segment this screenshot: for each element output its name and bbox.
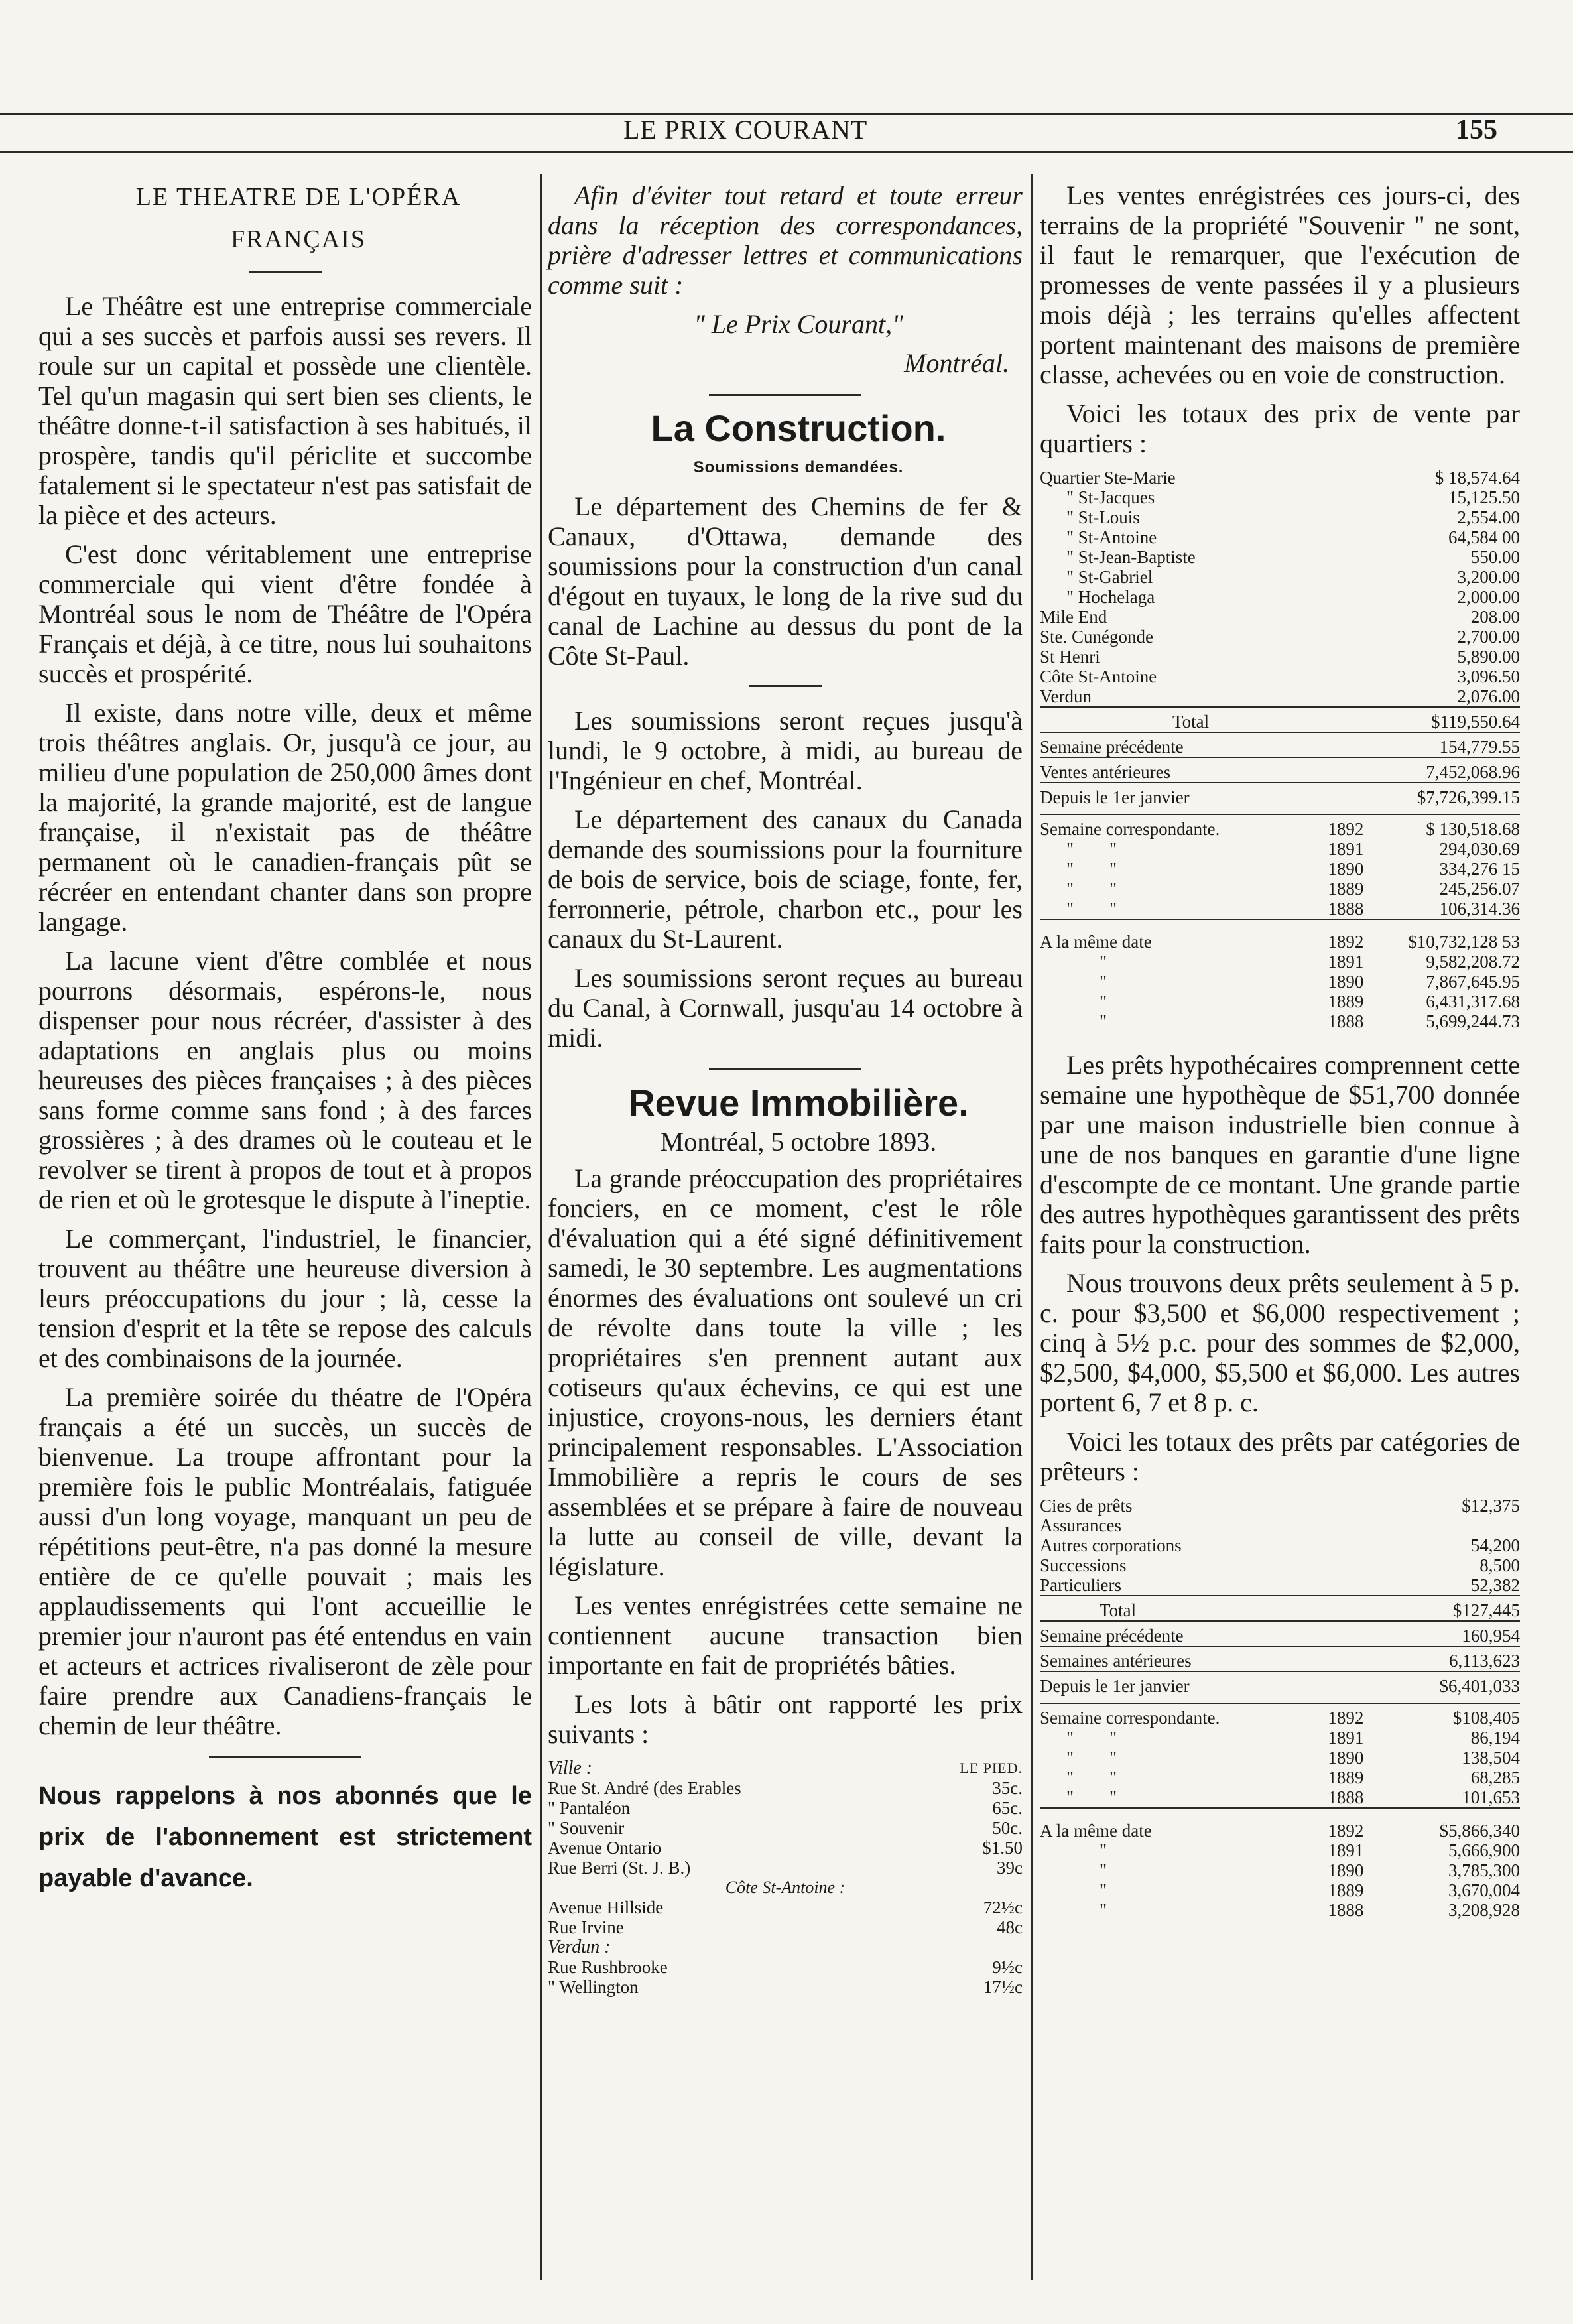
ventes-corresp-label: Semaine correspondante. [1040, 814, 1328, 839]
lots-row-label: Rue Irvine [548, 1917, 624, 1937]
prets-semaine-prec-value: 160,954 [1353, 1621, 1520, 1646]
quartier-label: " St-Antoine [1066, 527, 1157, 547]
lots-row-label: Avenue Hillside [548, 1898, 664, 1917]
section-rule [709, 1068, 861, 1070]
meme-date-value: $10,732,128 53 [1375, 919, 1520, 952]
category-label: Autres corporations [1040, 1535, 1182, 1555]
corresp-year: 1890 [1328, 859, 1364, 879]
lots-row-price: $1.50 [982, 1838, 1023, 1858]
ventes-meme-date-label: A la même date [1040, 919, 1328, 952]
category-value: 8,500 [1479, 1555, 1520, 1575]
prets-total-label: Total [1040, 1596, 1353, 1621]
meme-date-value: 3,670,004 [1448, 1880, 1520, 1900]
ventes-corresp-table: Semaine correspondante. 1892 $ 130,518.68 " " 1891 294,030.69 " " 1890 334,276 15 " " 1889 245,256.07 " " 1888 106,314.36 A la même date 1892 $10,732,128 53 " 1891 9,582,208.72 " 1890 7,867,645.95 " 1889 6,431,317.68 " 1888 5,699,244.73 [1040, 814, 1520, 1031]
corresp-year: 1891 [1328, 839, 1364, 859]
meme-date-year: 1889 [1328, 1880, 1364, 1900]
quartier-label: " St-Gabriel [1066, 567, 1153, 587]
category-value [1353, 1516, 1520, 1535]
title-rule [249, 271, 322, 273]
quartier-label: St Henri [1040, 647, 1100, 667]
quartier-value: 3,096.50 [1457, 667, 1520, 686]
ventes-semaine-prec-label: Semaine précédente [1040, 732, 1338, 757]
ventes-semaine-prec-value: 154,779.55 [1338, 732, 1520, 757]
corresp-value: $108,405 [1387, 1703, 1521, 1728]
construction-paragraph: Le département des canaux du Canada demande des soumissions pour la fourniture de bois de service, bois de sciage, fonte, fer, ferronnerie, pétrole, charbon etc., pour les canaux du St-Laurent. [548, 805, 1023, 954]
theatre-title-line2: FRANÇAIS [231, 226, 366, 253]
lots-group-ville: Ville : [548, 1758, 593, 1778]
quartier-value: 2,700.00 [1457, 627, 1520, 647]
corresp-value: 334,276 15 [1439, 859, 1520, 879]
corresp-value: 86,194 [1470, 1728, 1520, 1748]
meme-date-year: 1891 [1328, 1840, 1364, 1860]
category-label: Cies de prêts [1040, 1496, 1133, 1516]
corresp-value: $ 130,518.68 [1375, 814, 1520, 839]
column-2 [548, 180, 1023, 1997]
ventes-anterieures-label: Ventes antérieures [1040, 757, 1338, 783]
quartier-label: Ste. Cunégonde [1040, 627, 1153, 647]
meme-date-value: 5,666,900 [1448, 1840, 1520, 1860]
corresp-value: 138,504 [1462, 1748, 1520, 1768]
corresp-value: 101,653 [1462, 1787, 1520, 1807]
revue-paragraph: La grande préoccupation des propriétaires fonciers, en ce moment, c'est le rôle d'évaluation qui a été signé définitivement samedi, le 30 septembre. Les augmentations énormes des évaluations ont soulevé un cri de révolte dans toute la ville ; les propriétaires s'en prennent autant aux cotiseurs qu'aux échevins, ce qui est une injustice, croyons-nous, les derniers étant principalement responsables. L'Association Immobilière a repris le cours de ses assemblées et se prépare à faire de nouveau la lutte au conseil de ville, devant la législature. [548, 1163, 1023, 1581]
lots-row-label: Avenue Ontario [548, 1838, 662, 1858]
corresp-year: 1889 [1328, 879, 1364, 899]
theatre-paragraph: Le commerçant, l'industriel, le financier, trouvent au théâtre une heureuse diversion à leurs préoccupations du jour ; là, cesse la tension d'esprit et la tête se repose des calculs et des combinaisons de la journée. [38, 1224, 532, 1373]
construction-subtitle: Soumissions demandées. [693, 458, 904, 476]
meme-date-value: 6,431,317.68 [1426, 992, 1520, 1011]
lots-row-price: 39c [997, 1858, 1023, 1878]
quartier-value: 550.00 [1470, 547, 1520, 567]
quartier-value: 2,076.00 [1457, 686, 1520, 706]
meme-date-value: $5,866,340 [1387, 1808, 1521, 1840]
lots-group-verdun: Verdun : [548, 1937, 611, 1957]
page-number: 155 [1456, 115, 1497, 145]
prets-corresp-table: Semaine correspondante. 1892 $108,405 " " 1891 86,194 " " 1890 138,504 " " 1889 68,285 " " 1888 101,653 A la même date 1892 $5,866,340 " 1891 5,666,900 " 1890 3,785,300 " 1889 3,670,004 " 1888 3,208,928 [1040, 1703, 1520, 1920]
prets-depuis-label: Depuis le 1er janvier [1040, 1671, 1353, 1696]
meme-date-year: 1891 [1328, 952, 1364, 972]
lots-row-label: " Pantaléon [548, 1798, 631, 1818]
column-rule-left [540, 174, 542, 2280]
corresp-value: 68,285 [1470, 1768, 1520, 1787]
theatre-paragraph: La première soirée du théatre de l'Opéra français a été un succès, un succès de bienvenue. La troupe affrontant pour la première fois le public Montréalais, fatiguée aussi d'un long voyage, manquant un peu de répétitions peut-être, n'a pas donné la mesure entière de ce qu'elle pouvait ; mais les applaudissements qui l'ont accueillie le premier jour n'auront pas été entendus en vain et acteurs et actrices rivaliseront de zèle pour faire prendre aux Canadiens-français le chemin de leur théâtre. [38, 1382, 532, 1740]
prets-anterieures-label: Semaines antérieures [1040, 1646, 1353, 1671]
category-value: $12,375 [1462, 1496, 1520, 1516]
theatre-paragraph: C'est donc véritablement une entreprise commerciale qui vient d'être fondée à Montréal sous le nom de Théâtre de l'Opéra Français et déjà, à ce titre, nous lui souhaitons succès et prospérité. [38, 539, 532, 688]
lots-row-label: Rue Berri (St. J. B.) [548, 1858, 691, 1878]
ventes-paragraph: Voici les totaux des prix de vente par quartiers : [1040, 399, 1520, 458]
theatre-title-line1: LE THEATRE DE L'OPÉRA [135, 183, 462, 211]
quartier-value: 5,890.00 [1457, 647, 1520, 667]
prets-categories-table [1040, 1496, 1520, 1696]
subscription-notice: Nous rappelons à nos abonnés que le prix de l'abonnement est strictement payable d'avance. [38, 1782, 532, 1892]
revue-paragraph: Les lots à bâtir ont rapporté les prix suivants : [548, 1689, 1023, 1749]
lots-row-label: Rue Rushbrooke [548, 1957, 668, 1977]
quartier-value: 3,200.00 [1457, 567, 1520, 587]
prets-meme-date-label: A la même date [1040, 1808, 1328, 1840]
corresp-year: 1892 [1328, 814, 1374, 839]
lots-row-price: 72½c [983, 1898, 1023, 1917]
meme-date-value: 9,582,208.72 [1426, 952, 1520, 972]
revue-paragraph: Les ventes enrégistrées cette semaine ne contiennent aucune transaction bien importante en fait de propriétés bâties. [548, 1590, 1023, 1680]
lots-row-label: " Wellington [548, 1977, 639, 1997]
column-3 [1040, 180, 1520, 1920]
meme-date-year: 1890 [1328, 972, 1364, 992]
quartier-label: " St-Jacques [1066, 487, 1155, 507]
quartier-value: 2,554.00 [1457, 507, 1520, 527]
prets-paragraph: Voici les totaux des prêts par catégories de prêteurs : [1040, 1427, 1520, 1486]
quartier-label: Quartier Ste-Marie [1040, 468, 1176, 487]
meme-date-value: 7,867,645.95 [1426, 972, 1520, 992]
ventes-paragraph: Les ventes enrégistrées ces jours-ci, des terrains de la propriété "Souvenir " ne sont, il faut le remarquer, que l'exécution de promesses de vente passées il y a plusieurs mois déjà ; les terrains qu'elles affectent portent maintenant des maisons de première classe, achevées ou en voie de construction. [1040, 180, 1520, 389]
quartier-value: 2,000.00 [1457, 587, 1520, 607]
category-value: 54,200 [1470, 1535, 1520, 1555]
lots-row-price: 48c [997, 1917, 1023, 1937]
revue-title: Revue Immobilière. [628, 1082, 969, 1124]
quartier-value: 64,584 00 [1448, 527, 1520, 547]
quartier-value: 208.00 [1470, 607, 1520, 627]
prets-total-value: $127,445 [1353, 1596, 1520, 1621]
prets-depuis-value: $6,401,033 [1353, 1671, 1520, 1696]
quartier-label: Côte St-Antoine [1040, 667, 1157, 686]
theatre-article [38, 180, 532, 1740]
meme-date-value: 5,699,244.73 [1426, 1011, 1520, 1031]
corresp-year: 1889 [1328, 1768, 1364, 1787]
ventes-depuis-label: Depuis le 1er janvier [1040, 783, 1338, 807]
meme-date-year: 1888 [1328, 1900, 1364, 1920]
theatre-paragraph: Le Théâtre est une entreprise commerciale qui a ses succès et parfois aussi ses revers. Il roule sur un capital et possède une clientèle. Tel qu'un magasin qui sert bien ses clients, le théâtre donne-t-il satisfaction à ses habitués, il prospère, tandis qu'il périclite et succombe fatalement si le spectateur n'est pas satisfait de la pièce et des acteurs. [38, 291, 532, 530]
corresp-year: 1888 [1328, 1787, 1364, 1807]
masthead-rule [0, 151, 1573, 153]
lots-row-label: Rue St. André (des Erables [548, 1778, 741, 1798]
quartier-label: " St-Jean-Baptiste [1066, 547, 1196, 567]
construction-paragraph: Le département des Chemins de fer & Canaux, d'Ottawa, demande des soumissions pour la construction d'un canal d'égout en tuyaux, le long de la rive sud du canal de Lachine au dessus du pont de la Côte St-Paul. [548, 491, 1023, 671]
ventes-quartiers-table [1040, 468, 1520, 807]
journal-city: Montréal. [904, 348, 1009, 378]
corresp-value: 245,256.07 [1439, 879, 1520, 899]
meme-date-value: 3,785,300 [1448, 1860, 1520, 1880]
meme-date-year: 1890 [1328, 1860, 1364, 1880]
construction-title: La Construction. [651, 407, 946, 449]
column-1 [38, 180, 532, 1899]
lots-row-label: " Souvenir [548, 1818, 625, 1838]
quartier-label: Verdun [1040, 686, 1092, 706]
lots-row-price: 17½c [983, 1977, 1023, 1997]
corresp-value: 106,314.36 [1439, 899, 1520, 919]
column-rule-right [1031, 174, 1033, 2280]
ventes-total-value: $119,550.64 [1338, 707, 1520, 732]
lots-unit-header: LE PIED. [960, 1760, 1023, 1776]
category-label: Successions [1040, 1555, 1127, 1575]
quartier-value: 15,125.50 [1448, 487, 1520, 507]
prets-paragraph: Les prêts hypothécaires comprennent cette semaine une hypothèque de $51,700 donnée par une maison industrielle bien connue à une de nos banques en garantie d'une ligne d'escompte de ce montant. Une grande partie des autres hypothèques garantissent des prêts faits pour la construction. [1040, 1050, 1520, 1259]
lots-row-price: 9½c [992, 1957, 1023, 1977]
revue-dateline: Montréal, 5 octobre 1893. [660, 1127, 937, 1157]
category-label: Assurances [1040, 1516, 1121, 1535]
correspondence-notice: Afin d'éviter tout retard et toute erreur dans la réception des correspondances, prière d'adresser lettres et communications comme suit : [548, 180, 1023, 300]
category-label: Particuliers [1040, 1575, 1121, 1595]
section-rule [209, 1756, 361, 1758]
running-title: LE PRIX COURANT [623, 115, 868, 145]
paragraph-rule [749, 685, 822, 687]
construction-paragraph: Les soumissions seront reçues au bureau du Canal, à Cornwall, jusqu'au 14 octobre à midi. [548, 963, 1023, 1053]
lots-row-price: 65c. [992, 1798, 1023, 1818]
ventes-total-label: Total [1040, 707, 1338, 732]
meme-date-year: 1892 [1328, 1808, 1387, 1840]
quartier-value: $ 18,574.64 [1434, 468, 1520, 487]
ventes-anterieures-value: 7,452,068.96 [1338, 757, 1520, 783]
corresp-year: 1888 [1328, 899, 1364, 919]
prets-corresp-label: Semaine correspondante. [1040, 1703, 1328, 1728]
corresp-value: 294,030.69 [1439, 839, 1520, 859]
lots-group-cote-st-antoine: Côte St-Antoine : [725, 1878, 846, 1897]
prets-semaine-prec-label: Semaine précédente [1040, 1621, 1353, 1646]
journal-name: " Le Prix Courant," [694, 309, 903, 339]
meme-date-year: 1889 [1328, 992, 1364, 1011]
lots-row-price: 50c. [992, 1818, 1023, 1838]
prets-anterieures-value: 6,113,623 [1353, 1646, 1520, 1671]
corresp-year: 1891 [1328, 1728, 1364, 1748]
corresp-year: 1890 [1328, 1748, 1364, 1768]
meme-date-year: 1892 [1328, 919, 1374, 952]
meme-date-value: 3,208,928 [1448, 1900, 1520, 1920]
quartier-label: Mile End [1040, 607, 1107, 627]
category-value: 52,382 [1470, 1575, 1520, 1595]
theatre-paragraph: La lacune vient d'être comblée et nous pourrons désormais, espérons-le, nous dispenser pour nous récréer, d'assister à des adaptations en anglais plus ou moins heureuses des pièces françaises ; à des pièces sans forme comme sans fond ; à des farces grossières ; à des drames où le couteau et le revolver se tirent à propos de tout et à propos de rien et où le grotesque le dispute à l'ineptie. [38, 946, 532, 1214]
meme-date-year: 1888 [1328, 1011, 1364, 1031]
lots-table [548, 1758, 1023, 1997]
quartier-label: " Hochelaga [1066, 587, 1155, 607]
lots-row-price: 35c. [992, 1778, 1023, 1798]
construction-paragraph: Les soumissions seront reçues jusqu'à lundi, le 9 octobre, à midi, au bureau de l'Ingénieur en chef, Montréal. [548, 706, 1023, 795]
theatre-paragraph: Il existe, dans notre ville, deux et même trois théâtres anglais. Or, jusqu'à ce jour, au milieu d'une population de 250,000 âmes dont la majorité, la grande majorité, est de langue française, il n'existait pas de théâtre permanent où le canadien-français pût se récréer en entendant chanter dans son propre langage. [38, 698, 532, 936]
quartier-label: " St-Louis [1066, 507, 1140, 527]
section-rule [709, 394, 861, 396]
prets-paragraph: Nous trouvons deux prêts seulement à 5 p. c. pour $3,500 et $6,000 respectivement ; cinq à 5½ p.c. pour des sommes de $2,000, $2,500, $4,000, $5,500 et $6,000. Les autres portent 6, 7 et 8 p. c. [1040, 1268, 1520, 1417]
ventes-depuis-value: $7,726,399.15 [1338, 783, 1520, 807]
corresp-year: 1892 [1328, 1703, 1387, 1728]
